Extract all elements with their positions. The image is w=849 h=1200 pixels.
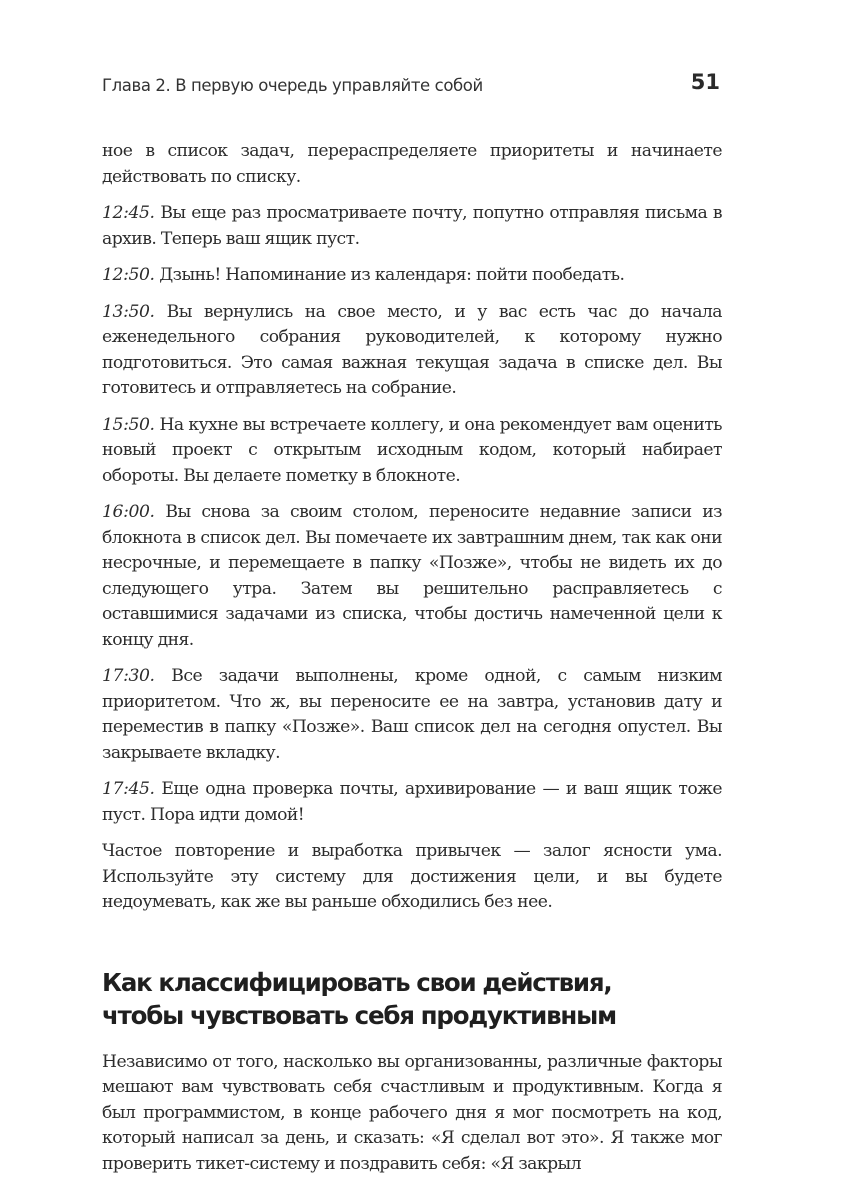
section-paragraph-text: Независимо от того, насколько вы организованны, различные факторы мешают вам чувствовать себя счастливым и продуктивным. Когда я был программистом, в конце рабочего дня я мог посмотреть на код, который написал за день, и сказать: «Я сделал вот это». Я также мог проверить тикет-систему и поздравить себя: «Я закрыл [102,1051,722,1174]
time-stamp: 17:30. [102,666,155,686]
timeline-entry [102,413,722,490]
time-stamp: 17:45. [102,779,155,799]
entry-text: Вы снова за своим столом, переносите недавние записи из блокнота в список дел. Вы помечаете их завтрашним днем, так как они несрочные, и перемещаете в папку «Позже», чтобы не видеть их до следующего утра. Затем вы решительно расправляетесь с оставшимися задачами из списка, чтобы достичь намеченной цели к концу дня. [102,502,722,650]
page-body [102,139,722,1188]
running-head: Глава 2. В первую очередь управляйте собой [102,76,483,95]
time-stamp: 12:45. [102,203,155,223]
timeline-entry [102,263,722,289]
entry-text: Еще одна проверка почты, архивирование — и ваш ящик тоже пуст. Пора идти домой! [102,779,722,825]
timeline-entry [102,300,722,402]
time-stamp: 12:50. [102,265,155,285]
timeline-entry [102,664,722,766]
entry-text: Дзынь! Напоминание из календаря: пойти пообедать. [154,265,625,285]
timeline-entry [102,201,722,252]
paragraph [102,839,722,916]
entry-text: Все задачи выполнены, кроме одной, с самым низким приоритетом. Что ж, вы переносите ее на завтра, установив дату и переместив в папку «Позже». Ваш список дел на сегодня опустел. Вы закрываете вкладку. [102,666,722,763]
paragraph-text: ное в список задач, перераспределяете приоритеты и начинаете действовать по списку. [102,141,722,187]
time-stamp: 13:50. [102,301,155,322]
section-paragraph [102,1050,722,1178]
section-heading-line-1: Как классифицировать свои действия, [102,967,612,997]
timeline-entry [102,500,722,653]
paragraph-text: Частое повторение и выработка привычек — залог ясности ума. Используйте эту систему для достижения цели, и вы будете недоумевать, как же вы раньше обходились без нее. [102,841,722,912]
time-stamp: 15:50. [102,414,155,435]
section-heading-line-2: чтобы чувствовать себя продуктивным [102,1000,616,1030]
entry-text: Вы еще раз просматриваете почту, попутно отправляя письма в архив. Теперь ваш ящик пуст. [102,203,722,249]
entry-text: Вы вернулись на свое место, и у вас есть час до начала еженедельного собрания руководителей, к которому нужно подготовиться. Это самая важная текущая задача в списке дел. Вы готовитесь и отправляетесь на собрание. [102,301,722,398]
entry-text: На кухне вы встречаете коллегу, и она рекомендует вам оценить новый проект с открытым исходным кодом, который набирает обороты. Вы делаете пометку в блокноте. [102,414,722,486]
page-header [102,70,720,100]
timeline-entry [102,777,722,828]
paragraph [102,139,722,190]
section-heading [102,966,722,1032]
page-number: 51 [690,70,720,94]
time-stamp: 16:00. [102,502,155,522]
